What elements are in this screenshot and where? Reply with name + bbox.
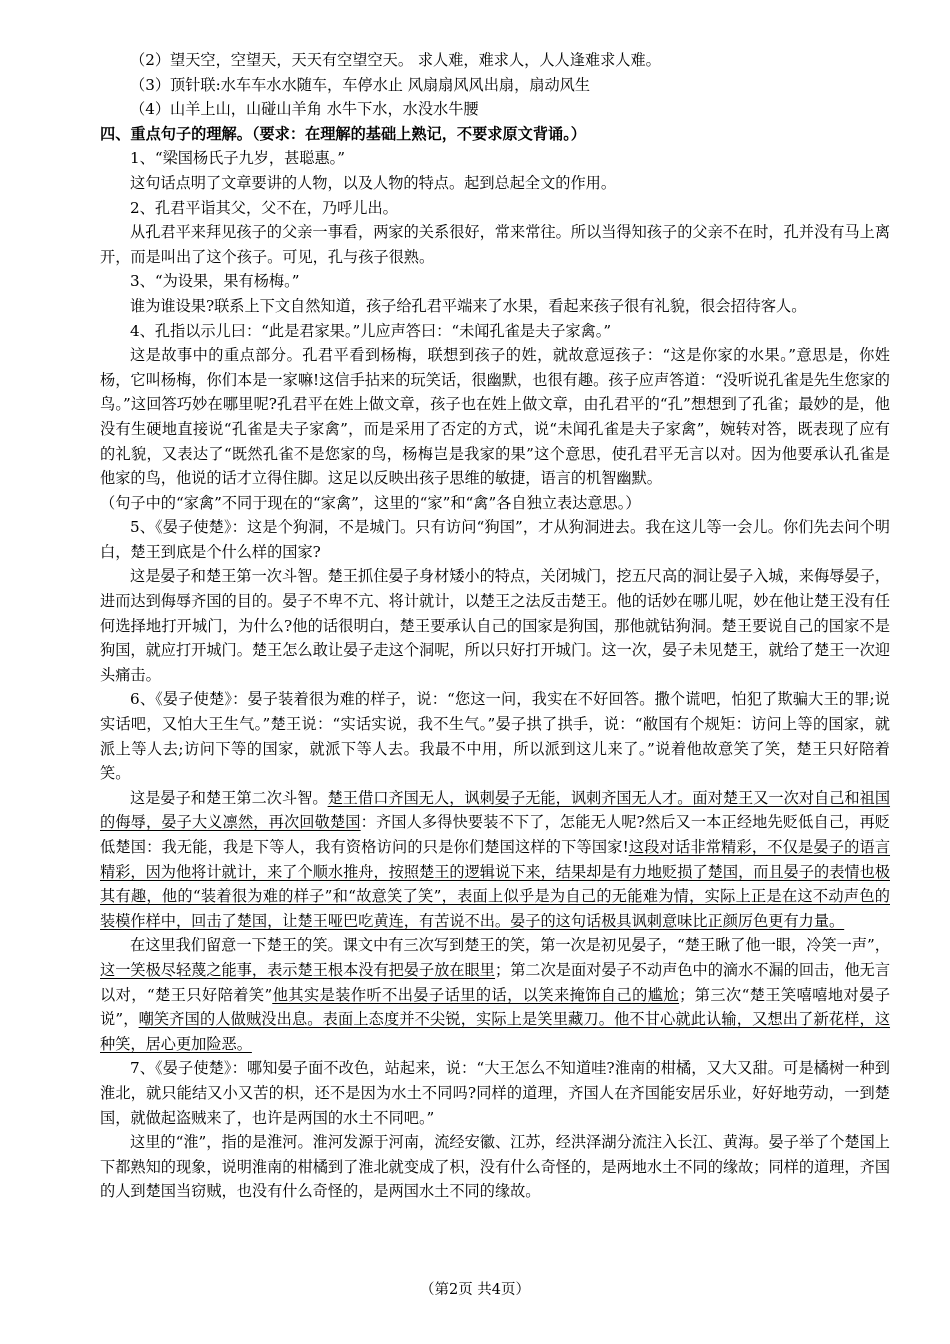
explanation-6-part: ：齐国人多得快要装不下了，怎能无人呢?然后又一本正经地先贬低自己，再贬低楚国：我无能，我是下等人，我有资格访问的只是你们楚国这样的下等国家!: [100, 813, 890, 856]
explanation-4-note: （句子中的“家禽”不同于现在的“家禽”，这里的“家”和“禽”各自独立表达意思。）: [100, 493, 641, 512]
underlined-text: 楚王借口齐国无人，讽刺晏子无能，讽刺齐国无人才。面对楚王又一次对自己和祖国的侮辱，晏子大义凛然，再次回敬楚国: [100, 788, 891, 832]
sentence-5: 5、《晏子使楚》：这是个狗洞，不是城门。只有访问“狗国”，才从狗洞进去。我在这儿等一会儿。你们先去问个明白，楚王到底是个什么样的国家?: [100, 518, 890, 561]
explanation-6-part: 这是晏子和楚王第二次斗智。: [130, 788, 328, 807]
couplet-line-2: （2）望天空，空望天，天天有空望空天。 求人难，难求人，人人逢难求人难。: [130, 51, 661, 69]
underlined-text: 嘲笑齐国的人做贼没出息。表面上态度并不尖锐，实际上是笑里藏刀。他不甘心就此认输，又想出了新花样，这种笑，居心更加险恶。: [100, 1010, 891, 1053]
section-heading: 四、重点句子的理解。（要求：在理解的基础上熟记，不要求原文背诵。）: [100, 124, 586, 143]
sentence-7: 7、《晏子使楚》：哪知晏子面不改色，站起来，说：“大王怎么不知道哇?淮南的柑橘，又大又甜。可是橘树一种到淮北，就只能结又小又苦的枳，还不是因为水土不同吗?同样的道理，齐国人在齐国能安居乐业，好好地劳动，一到楚国，就做起盗贼来了，也许是两国的水土不同吧。”: [100, 1059, 890, 1127]
smile-part: ；第三次“楚王笑嘻嘻地对晏子说”，: [100, 985, 891, 1029]
explanation-6: [100, 786, 890, 934]
smile-part: ；第二次是面对晏子不动声色中的滴水不漏的回击，他无言以对，“楚王只好陪着笑”: [100, 960, 891, 1004]
sentence-2: 2、孔君平诣其父，父不在，乃呼儿出。: [130, 198, 398, 217]
smile-part: 在这里我们留意一下楚王的笑。课文中有三次写到楚王的笑，第一次是初见晏子，“楚王瞅了他一眼，冷笑一声”，: [130, 936, 890, 955]
explanation-7: 这里的“淮”，指的是淮河。淮河发源于河南，流经安徽、江苏，经洪泽湖分流注入长江、黄海。晏子举了个楚国上下都熟知的现象，说明淮南的柑橘到了淮北就变成了枳，没有什么奇怪的，是两地水土不同的缘故；同样的道理，齐国的人到楚国当窃贼，也没有什么奇怪的，是两国水土不同的缘故。: [100, 1133, 890, 1201]
underlined-text: 这一笑极尽轻蔑之能事，表示楚王根本没有把晏子放在眼里: [100, 960, 496, 979]
explanation-4: 这是故事中的重点部分。孔君平看到杨梅，联想到孩子的姓，就故意逗孩子：“这是你家的水果。”意思是，你姓杨，它叫杨梅，你们本是一家嘛!这信手拈来的玩笑话，很幽默，也很有趣。孩子应声答道：“没听说孔雀是先生您家的鸟。”这回答巧妙在哪里呢?孔君平在姓上做文章，孩子也在姓上做文章，由孔君平的“孔”想想到了孔雀；最妙的是，他没有生硬地直接说“孔雀是夫子家禽”，而是采用了否定的方式，说“未闻孔雀是夫子家禽”，婉转对答，既表现了应有的礼貌，又表达了“既然孔雀不是您家的鸟，杨梅岂是我家的果”这个意思，使孔君平无言以对。因为他要承认孔雀是他家的鸟，他说的话才立得住脚。这足以反映出孩子思维的敏捷，语言的机智幽默。: [100, 346, 890, 488]
explanation-3: 谁为谁设果?联系上下文自然知道，孩子给孔君平端来了水果，看起来孩子很有礼貌，很会招待客人。: [130, 296, 807, 315]
explanation-2: 从孔君平来拜见孩子的父亲一事看，两家的关系很好，常来常往。所以当得知孩子的父亲不在时，孔并没有马上离开，而是叫出了这个孩子。可见，孔与孩子很熟。: [100, 223, 890, 266]
couplet-line-4: （4）山羊上山，山碰山羊角 水牛下水，水没水牛腰: [130, 100, 479, 119]
sentence-3: 3、“为设果，果有杨梅。”: [130, 272, 300, 291]
underlined-text: 他其实是装作听不出晏子话里的话，以笑来掩饰自己的尴尬: [272, 985, 680, 1004]
underlined-text: 这段对话非常精彩，不仅是晏子的语言精彩，因为他将计就计，来了个顺水推舟，按照楚王的逻辑说下来，结果却是有力地贬损了楚国，而且晏子的表情也极其有趣，他的“装着很为难的样子”和“故意笑了笑”，表面上似乎是为自己的无能难为情，实际上正是在这不动声色的装模作样中，回击了楚国，让楚王哑巴吃黄连，有苦说不出。晏子的这句话极具讽刺意味比正颜厉色更有力量。: [100, 838, 891, 930]
explanation-5: 这是晏子和楚王第一次斗智。楚王抓住晏子身材矮小的特点，关闭城门，挖五尺高的洞让晏子入城，来侮辱晏子，进而达到侮辱齐国的目的。晏子不卑不亢、将计就计，以楚王之法反击楚王。他的话妙在哪儿呢，妙在他让楚王没有任何选择地打开城门，为什么?他的话很明白，楚王要承认自己的国家是狗国，那他就钻狗洞。楚王要说自己的国家不是狗国，就应打开城门。楚王怎么敢让晏子走这个洞呢，所以只好打开城门。这一次，晏子未见楚王，就给了楚王一次迎头痛击。: [100, 567, 890, 684]
sentence-1: 1、“梁国杨氏子九岁，甚聪惠。”: [130, 149, 346, 168]
explanation-1: 这句话点明了文章要讲的人物，以及人物的特点。起到总起全文的作用。: [130, 173, 616, 192]
page-footer: （第2页 共4页）: [419, 1282, 531, 1298]
couplet-line-3: （3）顶针联:水车车水水随车，车停水止 风扇扇风风出扇，扇动风生: [130, 75, 591, 94]
sentence-6: 6、《晏子使楚》：晏子装着很为难的样子，说：“您这一问，我实在不好回答。撒个谎吧，怕犯了欺骗大王的罪;说实话吧，又怕大王生气。”楚王说：“实话实说，我不生气。”晏子拱了拱手，说：“敝国有个规矩：访问上等的国家，就派上等人去;访问下等的国家，就派下等人去。我最不中用，所以派到这儿来了。”说着他故意笑了笑，楚王只好陪着笑。: [100, 690, 890, 783]
sentence-4: 4、孔指以示儿曰：“此是君家果。”儿应声答曰：“未闻孔雀是夫子家禽。”: [130, 321, 612, 340]
explanation-king-smile: [100, 933, 890, 1056]
document-page: [100, 48, 890, 1204]
